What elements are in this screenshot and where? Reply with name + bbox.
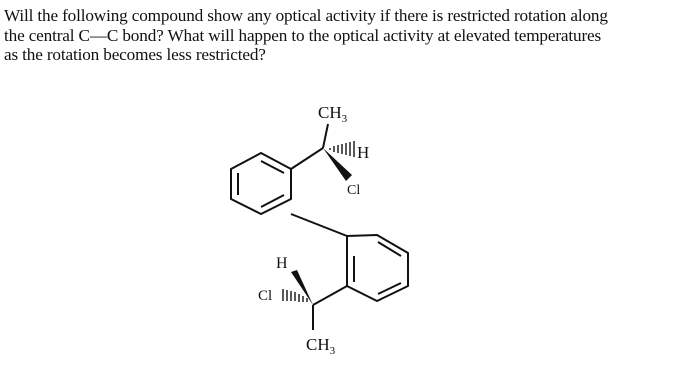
upper-ring-to-stereocenter-bond: [291, 148, 323, 169]
lower-hashed-wedge: [283, 289, 307, 302]
lower-benzene-ring: [347, 235, 408, 301]
upper-benzene-ring: [231, 153, 291, 214]
lower-ring-to-stereocenter-bond: [313, 286, 347, 305]
central-cc-bond: [291, 214, 347, 236]
upper-hashed-wedge: [330, 141, 354, 157]
lower-chlorine-label: Cl: [258, 288, 273, 304]
question-line-2: the central C—C bond? What will happen to the optical activity at elevated temperatures: [4, 25, 602, 45]
upper-methyl-bond: [323, 124, 328, 148]
question-line-1: Will the following compound show any optical activity if there is restricted rotation along: [4, 6, 608, 25]
question-line-3: as the rotation becomes less restricted?: [4, 45, 266, 64]
upper-methyl-label: $CH_3$: [318, 103, 348, 125]
upper-hydrogen-label: H: [357, 143, 370, 162]
lower-hydrogen-label: H: [276, 255, 288, 272]
lower-methyl-label: $CH_3$: [306, 335, 336, 357]
upper-chlorine-label: Cl: [347, 183, 361, 198]
